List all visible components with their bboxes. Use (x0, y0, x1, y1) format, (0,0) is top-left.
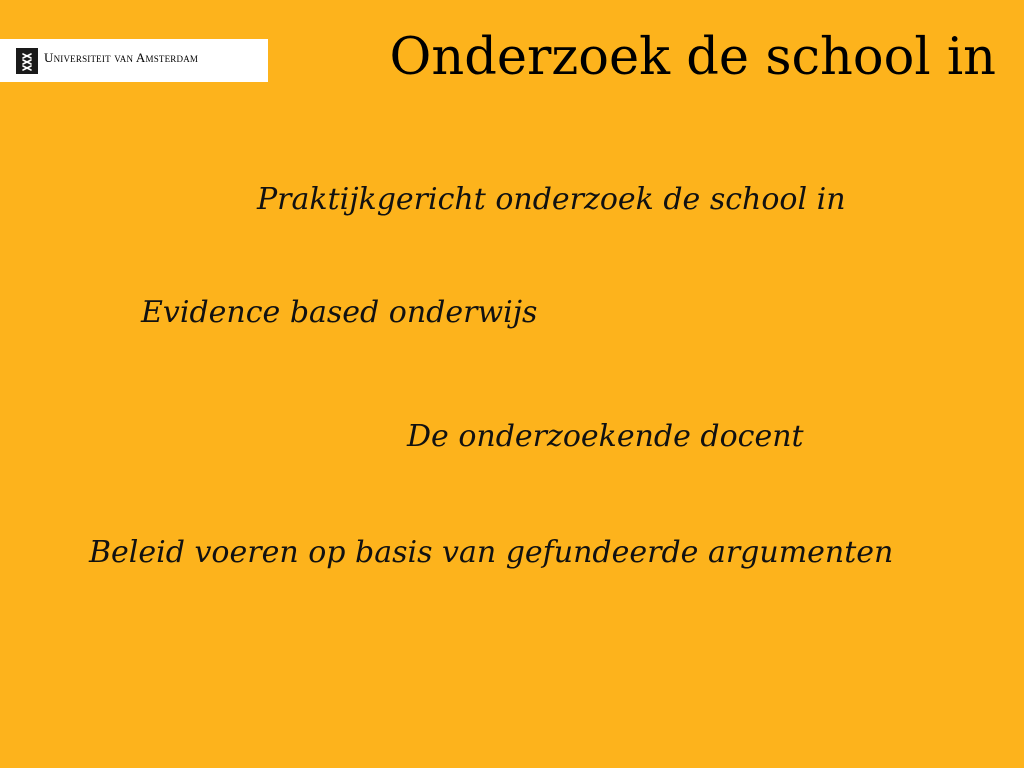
uva-crest-icon (16, 48, 38, 74)
slide-item-evidence-based: Evidence based onderwijs (141, 295, 538, 330)
slide-item-praktijkgericht: Praktijkgericht onderzoek de school in (257, 182, 846, 217)
slide-item-onderzoekende-docent: De onderzoekende docent (407, 419, 804, 454)
slide-item-beleid-voeren: Beleid voeren op basis van gefundeerde argumenten (89, 535, 894, 570)
logo-text: Universiteit van Amsterdam (44, 50, 199, 65)
slide-title: Onderzoek de school in (389, 28, 996, 87)
university-logo (0, 39, 268, 82)
